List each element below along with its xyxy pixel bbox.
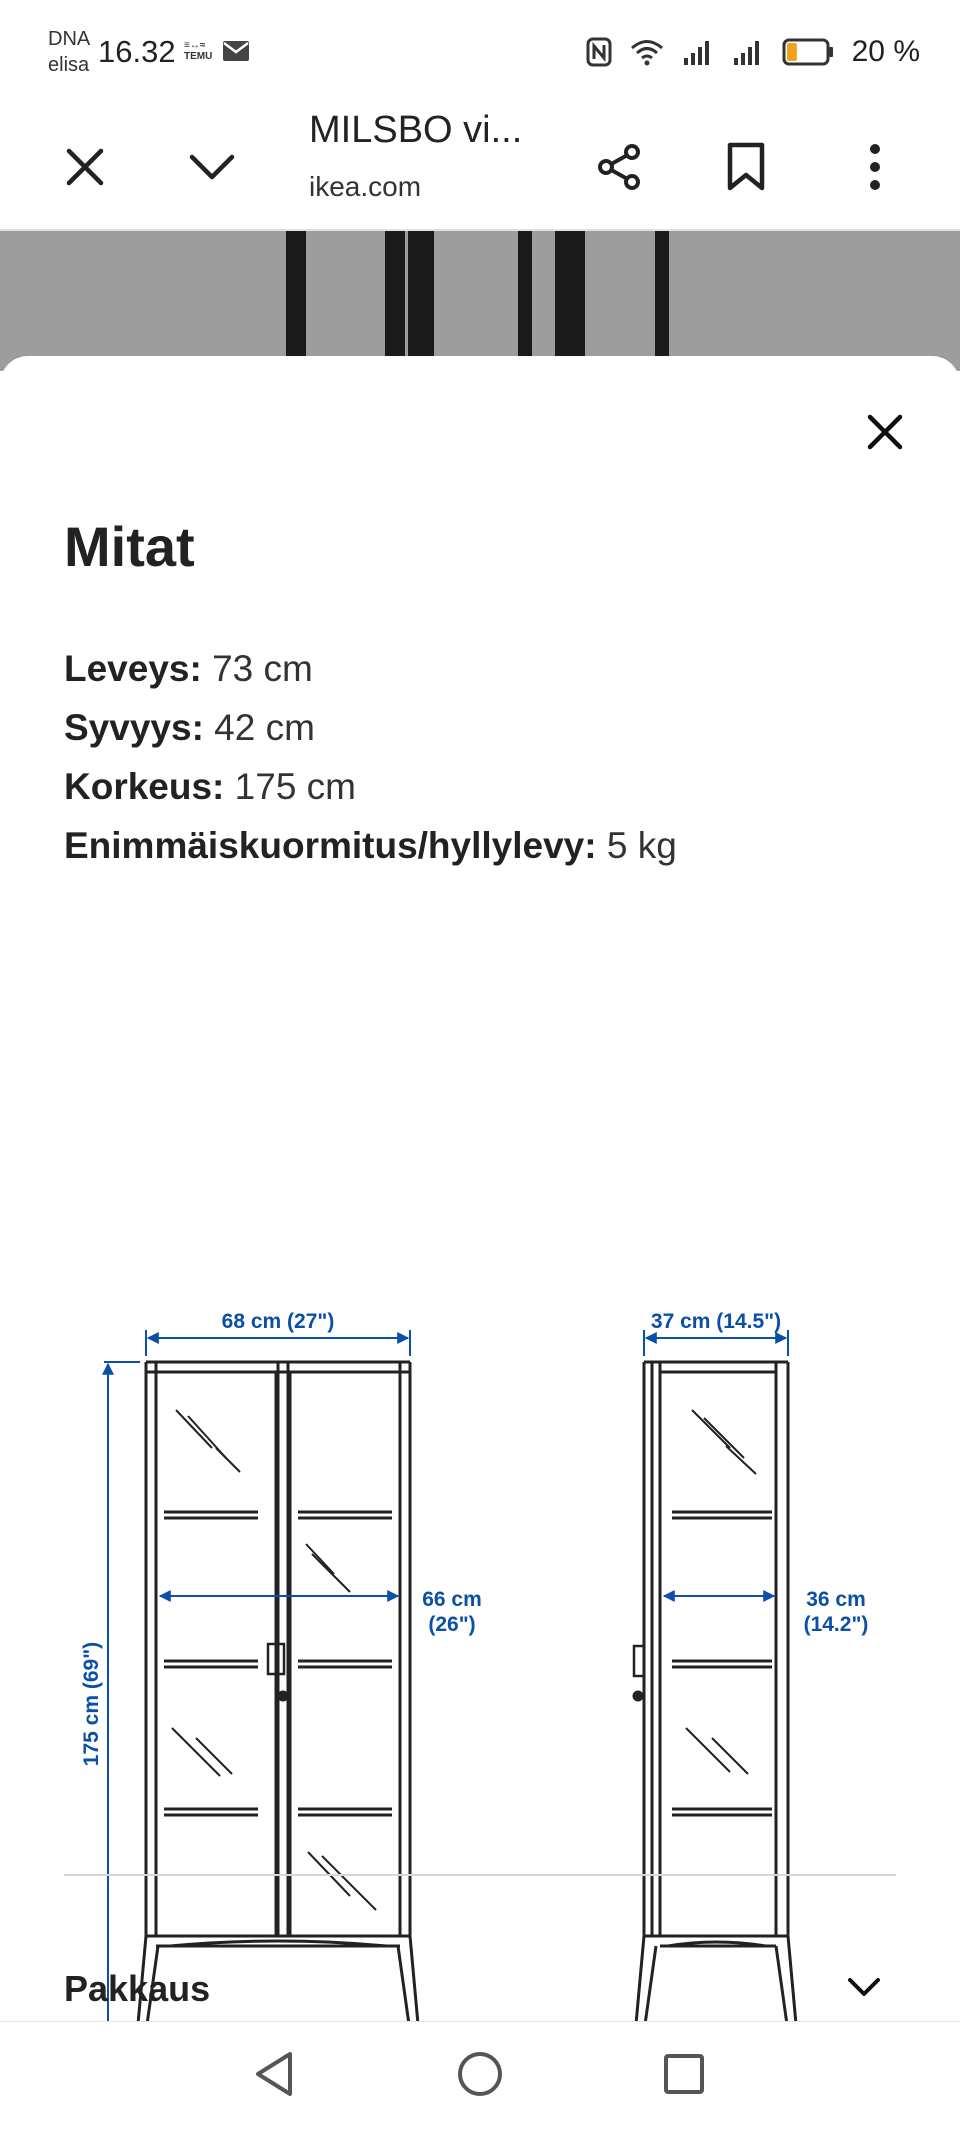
front-view-cabinet <box>136 1362 420 2046</box>
temu-symbol: ≡↔≈ <box>184 40 206 51</box>
spec-label: Syvyys: <box>64 707 204 748</box>
spec-row-depth <box>64 698 677 757</box>
nav-home-button[interactable] <box>448 2042 512 2106</box>
product-photo-background <box>0 231 960 371</box>
side-top-depth-label: 37 cm (14.5") <box>650 1310 782 1333</box>
side-inner-depth-label: 36 cm <box>806 1588 866 1611</box>
mail-icon <box>222 40 250 62</box>
carrier-name-1: DNA <box>48 28 91 50</box>
carrier-name-2: elisa <box>48 54 90 76</box>
spec-list <box>64 639 677 875</box>
back-triangle-icon <box>252 2050 296 2098</box>
spec-label: Leveys: <box>64 648 202 689</box>
signal-icon <box>732 38 764 66</box>
more-options-button[interactable] <box>843 135 907 199</box>
status-bar <box>0 0 960 105</box>
front-inner-width-label: 66 cm <box>422 1588 482 1611</box>
spec-value: 5 kg <box>596 825 677 866</box>
sheet-title: Mitat <box>64 515 195 578</box>
chevron-down-icon <box>847 1976 881 1998</box>
wifi-icon <box>630 37 664 67</box>
cabinet-frame-bar <box>286 231 306 371</box>
front-top-width-label: 68 cm (27") <box>221 1310 335 1333</box>
browser-toolbar <box>0 105 960 231</box>
page-url[interactable]: ikea.com <box>309 171 422 202</box>
spec-value: 73 cm <box>201 648 313 689</box>
side-inner-depth-label-inch: (14.2") <box>803 1613 869 1636</box>
sheet-close-button[interactable] <box>855 402 915 462</box>
bookmark-button[interactable] <box>714 135 778 199</box>
cabinet-frame-bar <box>655 231 669 371</box>
close-tab-button[interactable] <box>53 135 117 199</box>
spec-label: Korkeus: <box>64 766 225 807</box>
expand-button[interactable] <box>180 135 244 199</box>
home-circle-icon <box>456 2050 504 2098</box>
page-title[interactable]: MILSBO vi... <box>309 109 523 151</box>
height-label: 175 cm (69") <box>80 1641 103 1767</box>
close-icon <box>65 147 105 187</box>
battery-icon <box>782 38 834 66</box>
front-inner-width-label-inch: (26") <box>428 1613 476 1636</box>
nav-back-button[interactable] <box>242 2042 306 2106</box>
cabinet-frame-bar <box>555 231 585 371</box>
battery-percent: 20 % <box>851 35 920 68</box>
cabinet-frame-bar <box>408 231 434 371</box>
packaging-expand-button[interactable] <box>836 1959 892 2015</box>
dimension-lines <box>104 1330 798 2078</box>
packaging-section-title[interactable]: Pakkaus <box>64 1968 211 2009</box>
spec-label: Enimmäiskuormitus/hyllylevy: <box>64 825 597 866</box>
recents-square-icon <box>662 2052 706 2096</box>
nfc-icon <box>586 37 612 67</box>
spec-row-max-load <box>64 816 677 875</box>
share-button[interactable] <box>587 135 651 199</box>
spec-value: 175 cm <box>224 766 357 807</box>
close-icon <box>867 414 903 450</box>
spec-row-height <box>64 757 677 816</box>
cabinet-frame-bar <box>385 231 405 371</box>
share-icon <box>593 141 645 193</box>
system-navigation-bar <box>0 2021 960 2124</box>
dimensions-sheet <box>0 356 960 2021</box>
temu-notification-icon <box>184 40 212 62</box>
temu-label: TEMU <box>184 51 213 62</box>
cabinet-frame-bar <box>518 231 532 371</box>
carrier-label <box>48 26 90 78</box>
spec-value: 42 cm <box>203 707 315 748</box>
chevron-down-icon <box>188 152 236 182</box>
signal-icon <box>682 38 714 66</box>
spec-row-width <box>64 639 677 698</box>
side-view-cabinet <box>634 1362 798 2046</box>
status-icons <box>586 34 920 70</box>
nav-recents-button[interactable] <box>652 2042 716 2106</box>
clock: 16.32 <box>98 34 176 69</box>
more-icon <box>868 143 882 191</box>
bookmark-icon <box>726 142 766 192</box>
section-divider <box>64 1874 896 1876</box>
